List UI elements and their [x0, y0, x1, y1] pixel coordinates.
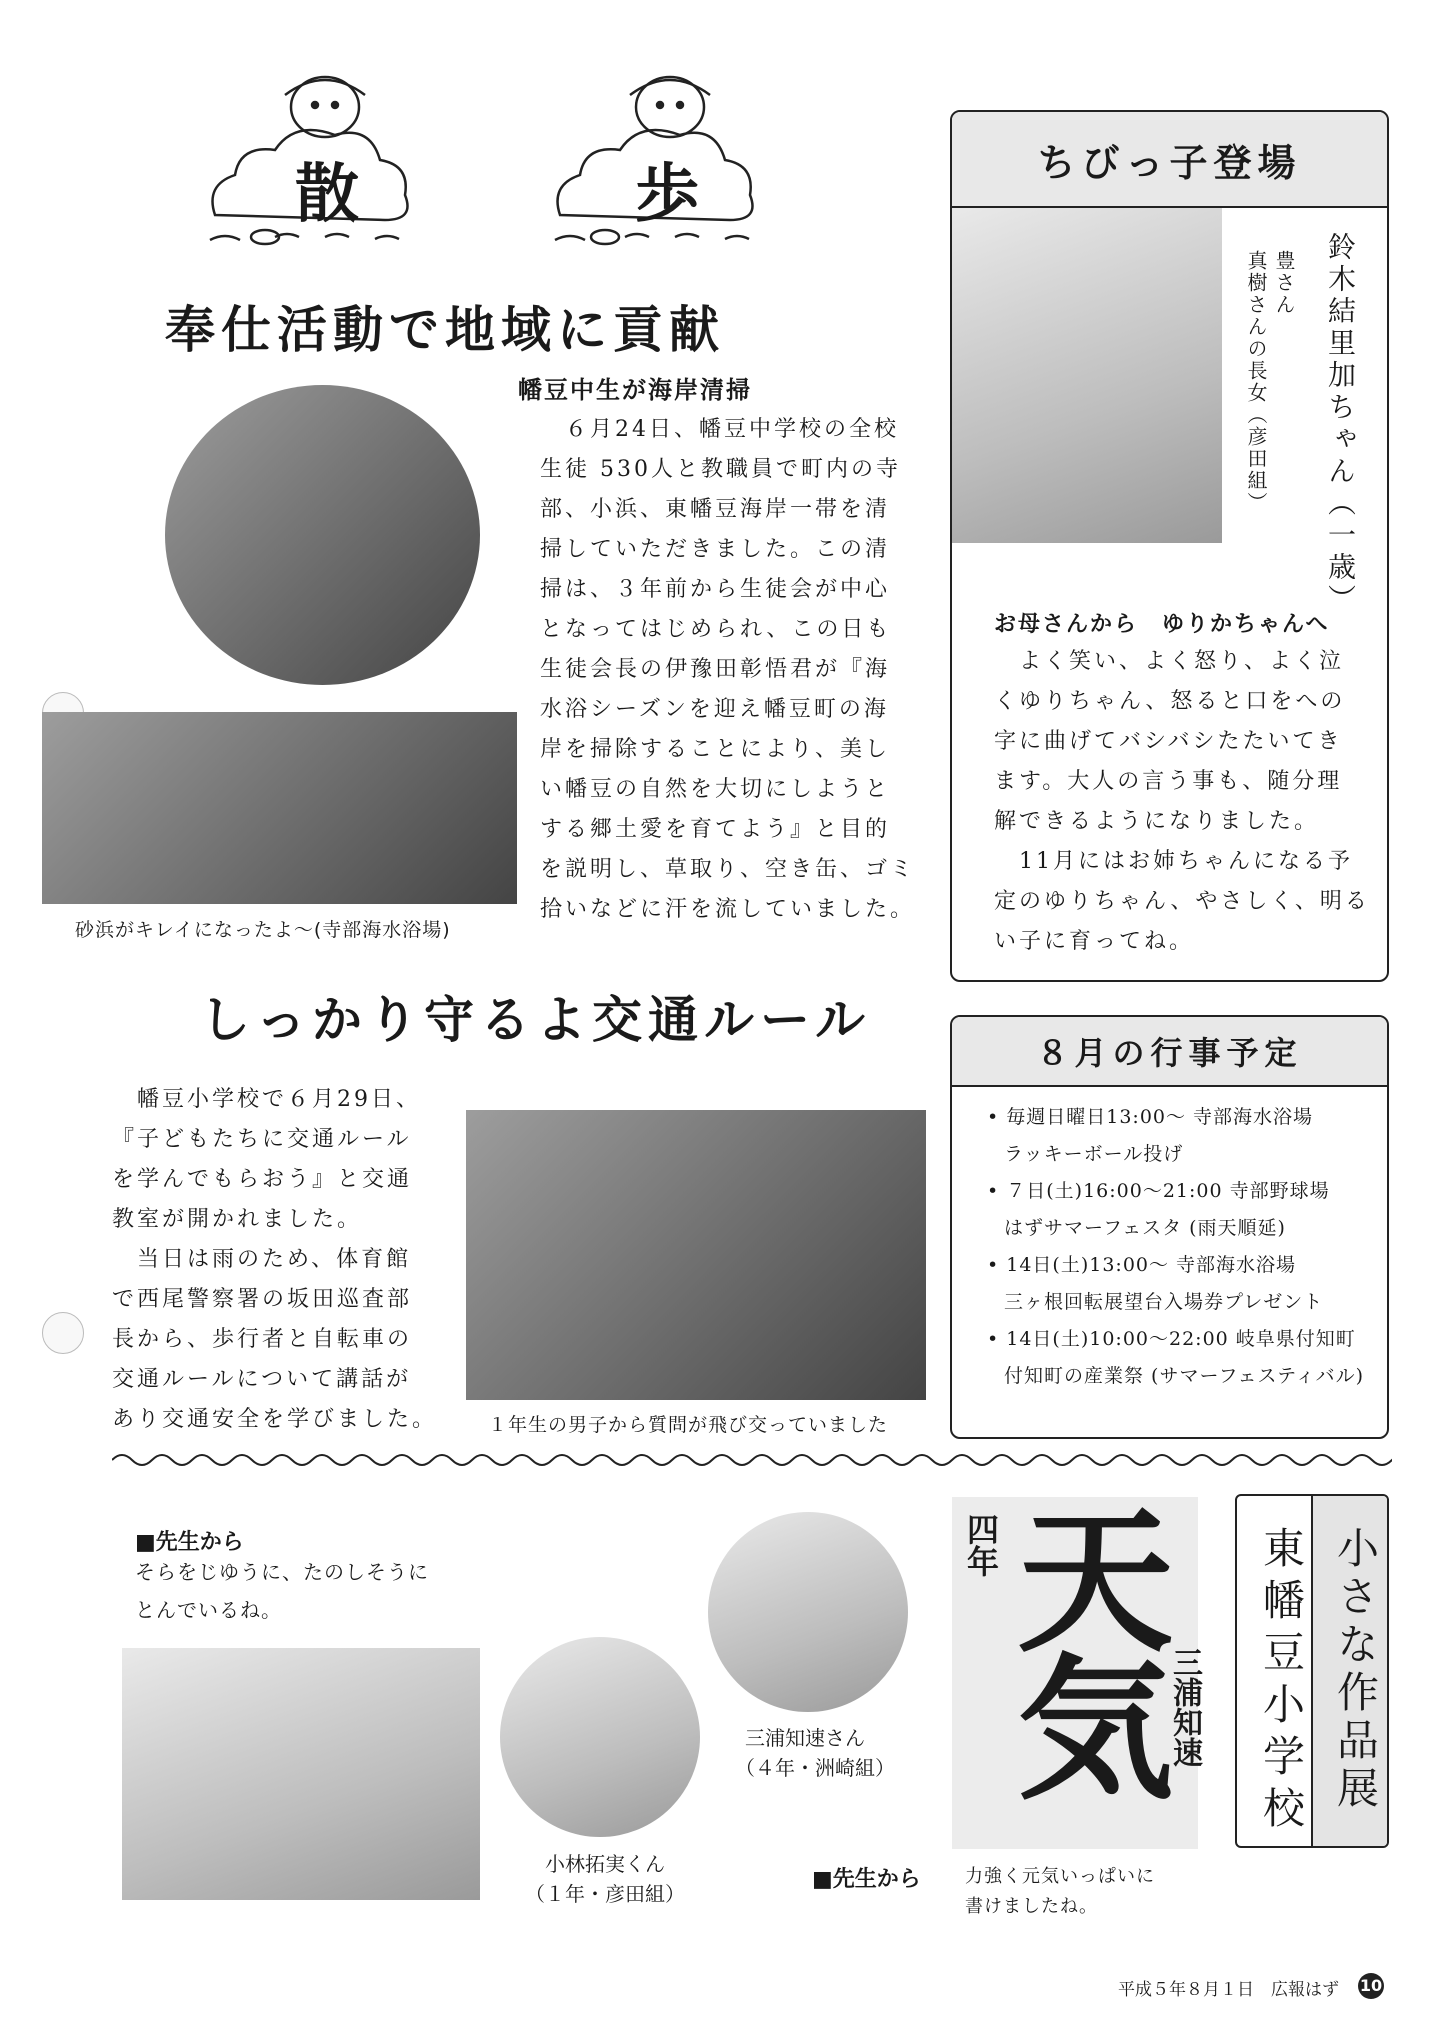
- chibikko-box: [950, 110, 1389, 982]
- event-item: [987, 1173, 1377, 1247]
- story1-body: ６月24日、幡豆中学校の全校 生徒 530人と教職員で町内の寺 部、小浜、東幡豆海岸一帯を清 掃していただきました。この清 掃は、３年前から生徒会が中心 となってはじめられ、この日も 生徒会長の伊豫田彰悟君が『海 水浴シーズンを迎え幡豆町の海 岸を掃除することにより、美し い幡豆の自然を大切にしようと する郷土愛を育てよう』と目的 を説明し、草取り、空き缶、ゴミ 拾いなどに汗を流していました。: [540, 417, 916, 922]
- sanpo-char-1: 散: [295, 158, 365, 232]
- event-line2: 三ヶ根回転展望台入場券プレゼント: [1004, 1291, 1324, 1313]
- exhibit-title-box: [1235, 1494, 1389, 1848]
- event-when: 14日(土)10:00～22:00 岐阜県付知町: [1006, 1328, 1356, 1350]
- event-item: [987, 1321, 1377, 1395]
- beach-photo-caption: 砂浜がキレイになったよ～(寺部海水浴場): [75, 919, 451, 941]
- chibikko-title: ちびっ子登場: [952, 112, 1387, 208]
- event-line2: はずサマーフェスタ (雨天順延): [1004, 1217, 1286, 1239]
- event-when: 14日(土)13:00～ 寺部海水浴場: [1006, 1254, 1297, 1276]
- exhibit-title: 小さな作品展: [1331, 1526, 1380, 1814]
- story1-headline: 奉仕活動で地域に貢献: [165, 301, 725, 359]
- sanpo-char-2: 歩: [635, 158, 705, 232]
- calligraphy-name: 三浦知速: [1167, 1647, 1202, 1767]
- cleanup-circle-photo: [165, 385, 480, 685]
- story1-subhead: 幡豆中生が海岸清掃: [518, 376, 752, 404]
- beach-photo: [42, 712, 517, 904]
- events-title: ８月の行事予定: [952, 1017, 1387, 1087]
- binder-hole-bottom: [42, 1312, 84, 1354]
- sanpo-logo: [205, 65, 765, 260]
- teacher2-label: ■先生から: [812, 1867, 921, 1892]
- child-parents: 豊さん 真樹さんの長女（彦田組）: [1244, 250, 1296, 514]
- story2-body: 幡豆小学校で６月29日、 『子どもたちに交通ルール を学んでもらおう』と交通 教室が開かれました。 当日は雨のため、体育館 で西尾警察署の坂田巡査部 長から、歩行者と自転車の 交通ルールについて講話が あり交通安全を学びました。: [112, 1087, 438, 1432]
- footer-text: 平成５年８月１日 広報はず: [1118, 1980, 1339, 2000]
- events-list: [987, 1099, 1377, 1395]
- calligraphy-grade: 四年: [962, 1513, 1000, 1577]
- event-item: [987, 1247, 1377, 1321]
- child-photo: [952, 208, 1222, 543]
- student1-class: （１年・彦田組）: [525, 1882, 685, 1906]
- student1-photo: [500, 1637, 700, 1837]
- teacher1-comment: そらをじゆうに、たのしそうに とんでいるね。: [135, 1560, 429, 1622]
- chibikko-message-title: お母さんから ゆりかちゃんへ: [994, 612, 1330, 637]
- exhibit-school: 東幡豆小学校: [1257, 1526, 1306, 1838]
- student2-photo: [708, 1512, 908, 1712]
- student1-drawing: [122, 1648, 480, 1900]
- traffic-photo-caption: １年生の男子から質問が飛び交っていました: [488, 1414, 889, 1436]
- event-line1: • 毎週日曜日13:00～ 寺部海水浴場: [987, 1106, 1314, 1128]
- calligraphy-main: 天気: [991, 1499, 1174, 1795]
- event-line2: ラッキーボール投げ: [1004, 1143, 1184, 1165]
- event-line2: 付知町の産業祭 (サマーフェスティバル): [1004, 1365, 1365, 1387]
- event-item: [987, 1099, 1377, 1173]
- child-name: 鈴木結里加ちゃん（一歳）: [1324, 232, 1357, 616]
- teacher2-comment: 力強く元気いっぱいに 書けましたね。: [965, 1866, 1155, 1917]
- event-when: 毎週日曜日13:00～ 寺部海水浴場: [1006, 1106, 1314, 1128]
- teacher1-label: ■先生から: [135, 1530, 244, 1555]
- student1-name: 小林拓実くん: [545, 1852, 665, 1876]
- traffic-class-photo: [466, 1110, 926, 1400]
- events-box: [950, 1015, 1389, 1439]
- event-line1: • 14日(土)13:00～ 寺部海水浴場: [987, 1254, 1297, 1276]
- student2-class: （４年・洲崎組）: [735, 1756, 895, 1780]
- chibikko-message: よく笑い、よく怒り、よく泣 くゆりちゃん、怒ると口をへの 字に曲げてバシバシたたいてき ます。大人の言う事も、随分理 解できるようになりました。 11月にはお姉ちゃんになる予 定のゆりちゃん、やさしく、明る い子に育ってね。: [994, 649, 1370, 954]
- event-line1: • ７日(土)16:00～21:00 寺部野球場: [987, 1180, 1330, 1202]
- section-divider: [112, 1450, 1392, 1470]
- page-number: 10: [1358, 1973, 1384, 1999]
- event-when: ７日(土)16:00～21:00 寺部野球場: [1006, 1180, 1330, 1202]
- story2-headline: しっかり守るよ交通ルール: [200, 991, 871, 1049]
- student2-name: 三浦知速さん: [745, 1726, 865, 1750]
- calligraphy-artwork: [952, 1497, 1202, 1849]
- event-line1: • 14日(土)10:00～22:00 岐阜県付知町: [987, 1328, 1356, 1350]
